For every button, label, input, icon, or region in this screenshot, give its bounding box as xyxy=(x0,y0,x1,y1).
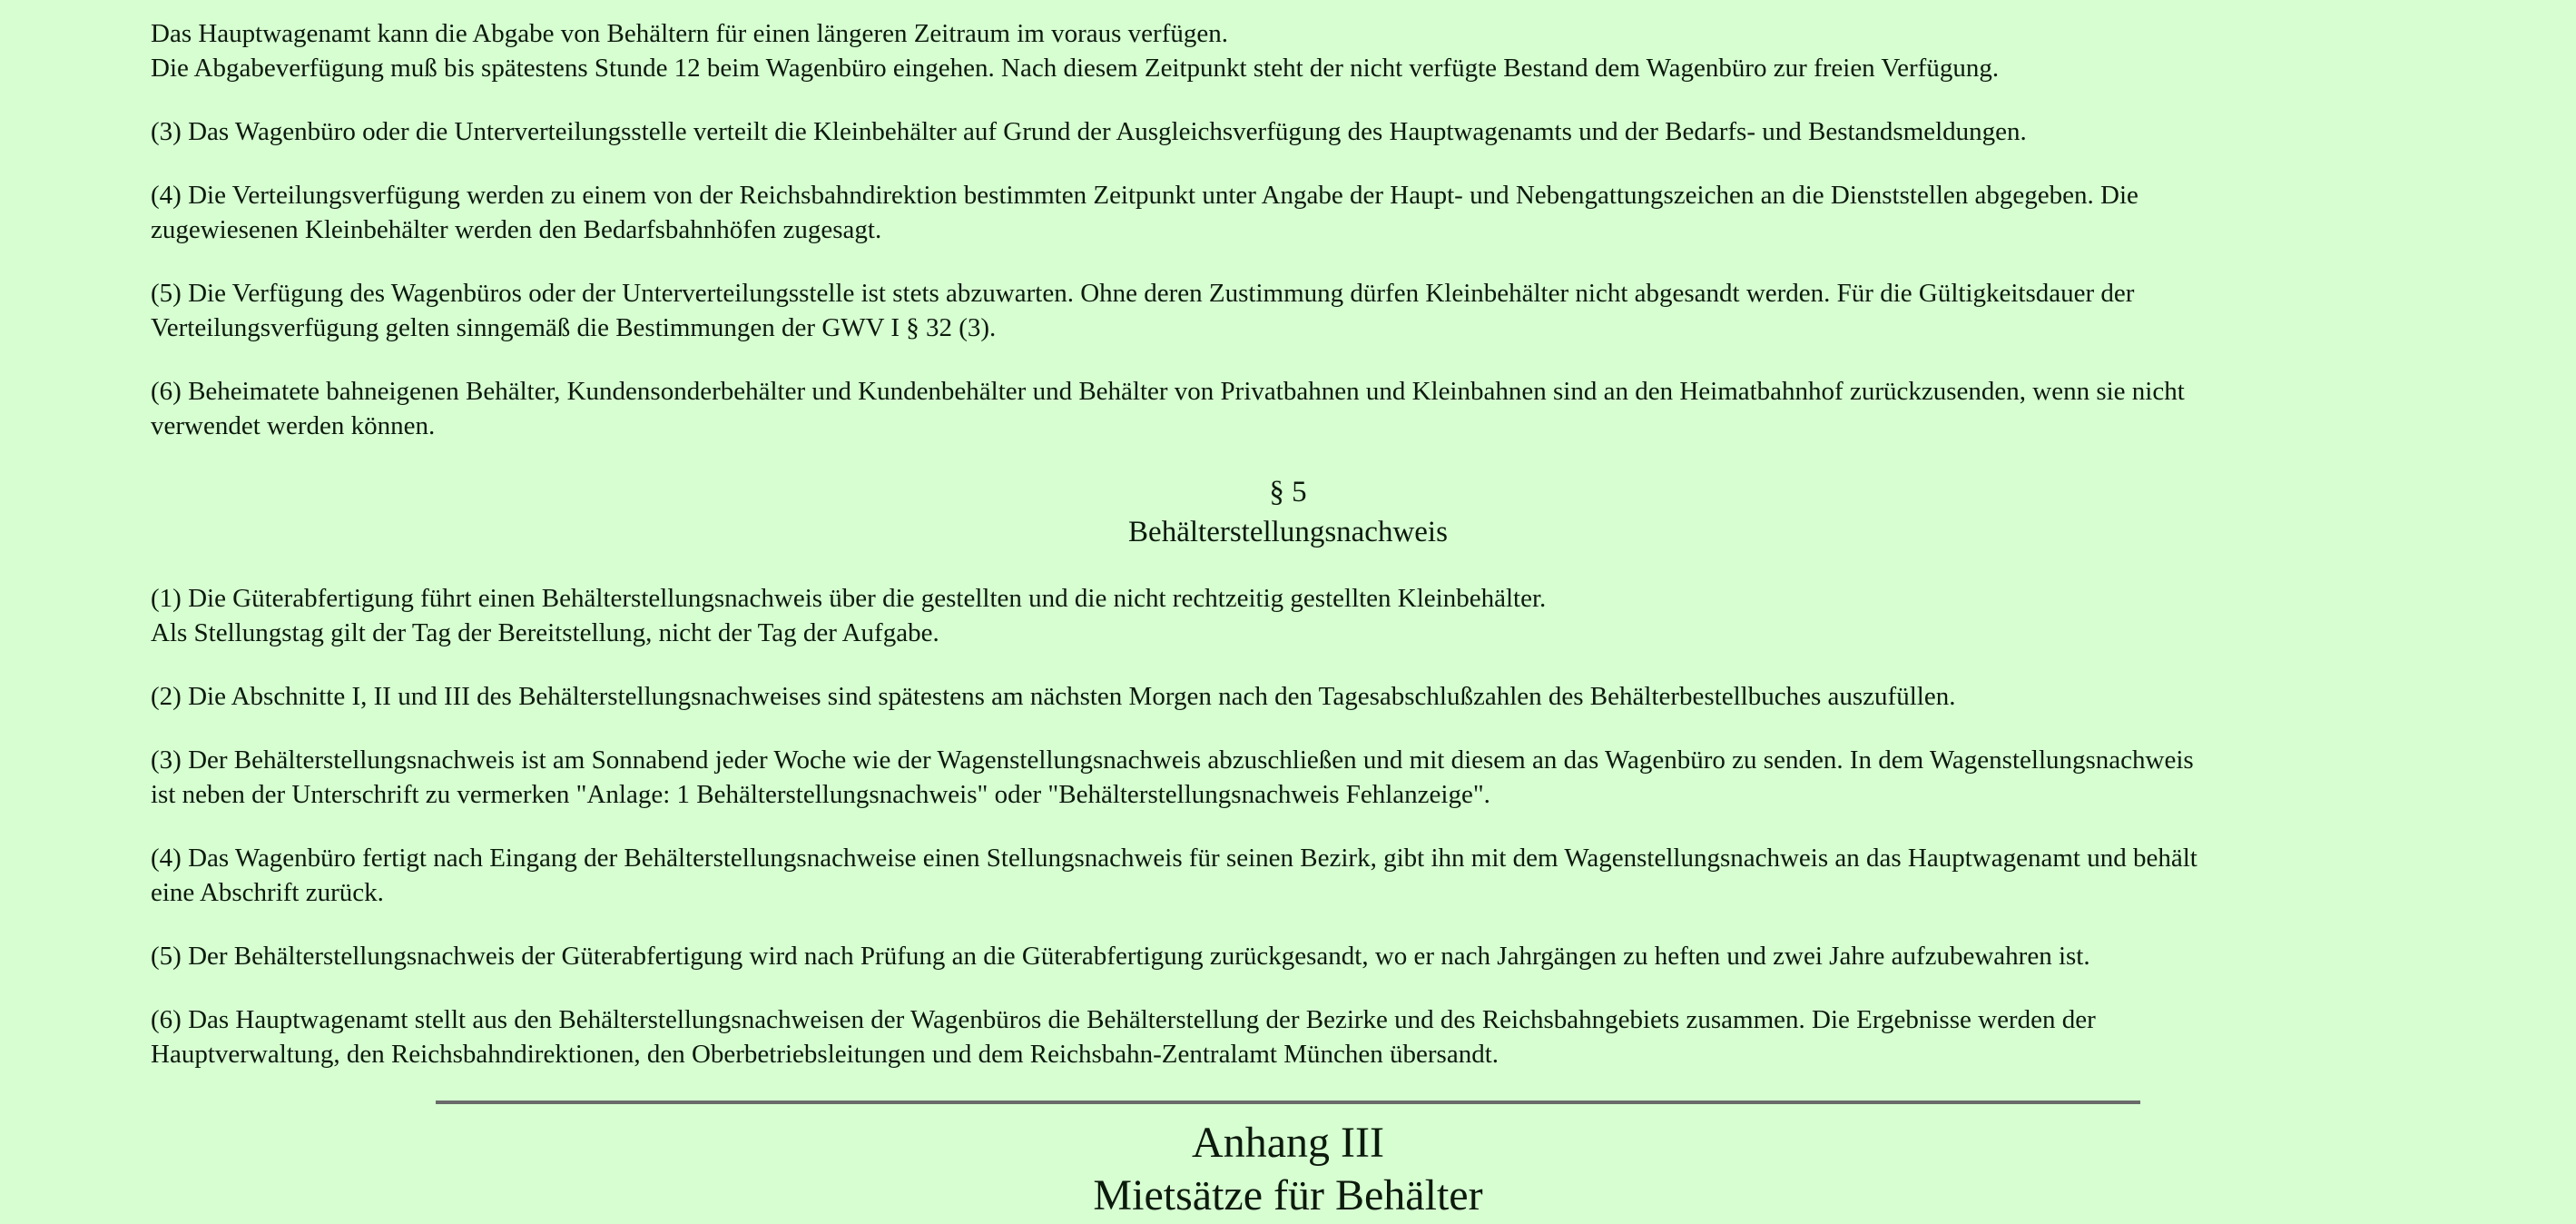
paragraph-line: (3) Das Wagenbüro oder die Unterverteilungsstelle verteilt die Kleinbehälter auf Grund der Ausgleichsverfügung des Hauptwagenamts und der Bedarfs- und Bestandsmeldungen. xyxy=(151,117,2027,146)
paragraph xyxy=(151,178,2425,247)
paragraph xyxy=(151,841,2425,910)
appendix-heading xyxy=(151,1117,2425,1222)
paragraph-line: (1) Die Güterabfertigung führt einen Behälterstellungsnachweis über die gestellten und die nicht rechtzeitig gestellten Kleinbehälter. xyxy=(151,584,1547,613)
section-number: § 5 xyxy=(1269,476,1307,508)
paragraph xyxy=(151,679,2425,714)
paragraph-line: (2) Die Abschnitte I, II und III des Behälterstellungsnachweises sind spätestens am nächsten Morgen nach den Tagesabschlußzahlen des Behälterbestellbuches auszufüllen. xyxy=(151,682,1956,711)
paragraph-line: verwendet werden können. xyxy=(151,411,436,440)
paragraph xyxy=(151,276,2425,345)
paragraph xyxy=(151,743,2425,812)
paragraph-line: (3) Der Behälterstellungsnachweis ist am Sonnabend jeder Woche wie der Wagenstellungsnachweis abzuschließen und mit diesem an das Wagenbüro zu senden. In dem Wagenstellungsnachweis xyxy=(151,745,2194,775)
paragraph-line: (5) Die Verfügung des Wagenbüros oder der Unterverteilungsstelle ist stets abzuwarten. Ohne deren Zustimmung dürfen Kleinbehälter nicht abgesandt werden. Für die Gültigkeitsdauer der xyxy=(151,279,2135,308)
bottom-paragraphs xyxy=(151,581,2425,1071)
paragraph-line: (4) Das Wagenbüro fertigt nach Eingang der Behälterstellungsnachweise einen Stellungsnachweis für seinen Bezirk, gibt ihn mit dem Wagenstellungsnachweis an das Hauptwagenamt und behält xyxy=(151,844,2197,873)
paragraph-line: Verteilungsverfügung gelten sinngemäß die Bestimmungen der GWV I § 32 (3). xyxy=(151,313,997,342)
horizontal-rule xyxy=(436,1101,2140,1104)
paragraph-line: Das Hauptwagenamt kann die Abgabe von Behältern für einen längeren Zeitraum im voraus verfügen. xyxy=(151,19,1228,48)
paragraph-line: eine Abschrift zurück. xyxy=(151,878,384,907)
paragraph xyxy=(151,114,2425,149)
top-paragraphs xyxy=(151,16,2425,443)
paragraph-line: Hauptverwaltung, den Reichsbahndirektionen, den Oberbetriebsleitungen und dem Reichsbahn-Zentralamt München übersandt. xyxy=(151,1040,1499,1069)
paragraph-line: (6) Beheimatete bahneigenen Behälter, Kundensonderbehälter und Kundenbehälter und Behälter von Privatbahnen und Kleinbahnen sind an den Heimatbahnhof zurückzusenden, wenn sie nicht xyxy=(151,377,2185,406)
paragraph xyxy=(151,16,2425,85)
paragraph xyxy=(151,374,2425,443)
paragraph-line: Als Stellungstag gilt der Tag der Bereitstellung, nicht der Tag der Aufgabe. xyxy=(151,618,939,647)
paragraph-line: (6) Das Hauptwagenamt stellt aus den Behälterstellungsnachweisen der Wagenbüros die Behälterstellung der Bezirke und des Reichsbahngebiets zusammen. Die Ergebnisse werden der xyxy=(151,1005,2096,1034)
paragraph-line: (5) Der Behälterstellungsnachweis der Güterabfertigung wird nach Prüfung an die Güterabfertigung zurückgesandt, wo er nach Jahrgängen zu heften und zwei Jahre aufzubewahren ist. xyxy=(151,942,2090,971)
paragraph-line: Die Abgabeverfügung muß bis spätestens Stunde 12 beim Wagenbüro eingehen. Nach diesem Zeitpunkt steht der nicht verfügte Bestand dem Wagenbüro zur freien Verfügung. xyxy=(151,54,2000,83)
paragraph-line: (4) Die Verteilungsverfügung werden zu einem von der Reichsbahndirektion bestimmten Zeitpunkt unter Angabe der Haupt- und Nebengattungszeichen an die Dienststellen abgegeben. Die xyxy=(151,181,2138,210)
paragraph-line: zugewiesenen Kleinbehälter werden den Bedarfsbahnhöfen zugesagt. xyxy=(151,215,882,244)
section-heading xyxy=(151,472,2425,552)
paragraph-line: ist neben der Unterschrift zu vermerken "Anlage: 1 Behälterstellungsnachweis" oder "Behälterstellungsnachweis Fehlanzeige". xyxy=(151,780,1490,809)
section-title: Behälterstellungsnachweis xyxy=(1128,516,1448,548)
appendix-title: Anhang III xyxy=(1192,1119,1384,1167)
appendix-subtitle: Mietsätze für Behälter xyxy=(1093,1171,1483,1219)
paragraph xyxy=(151,939,2425,973)
paragraph xyxy=(151,581,2425,650)
paragraph xyxy=(151,1002,2425,1071)
